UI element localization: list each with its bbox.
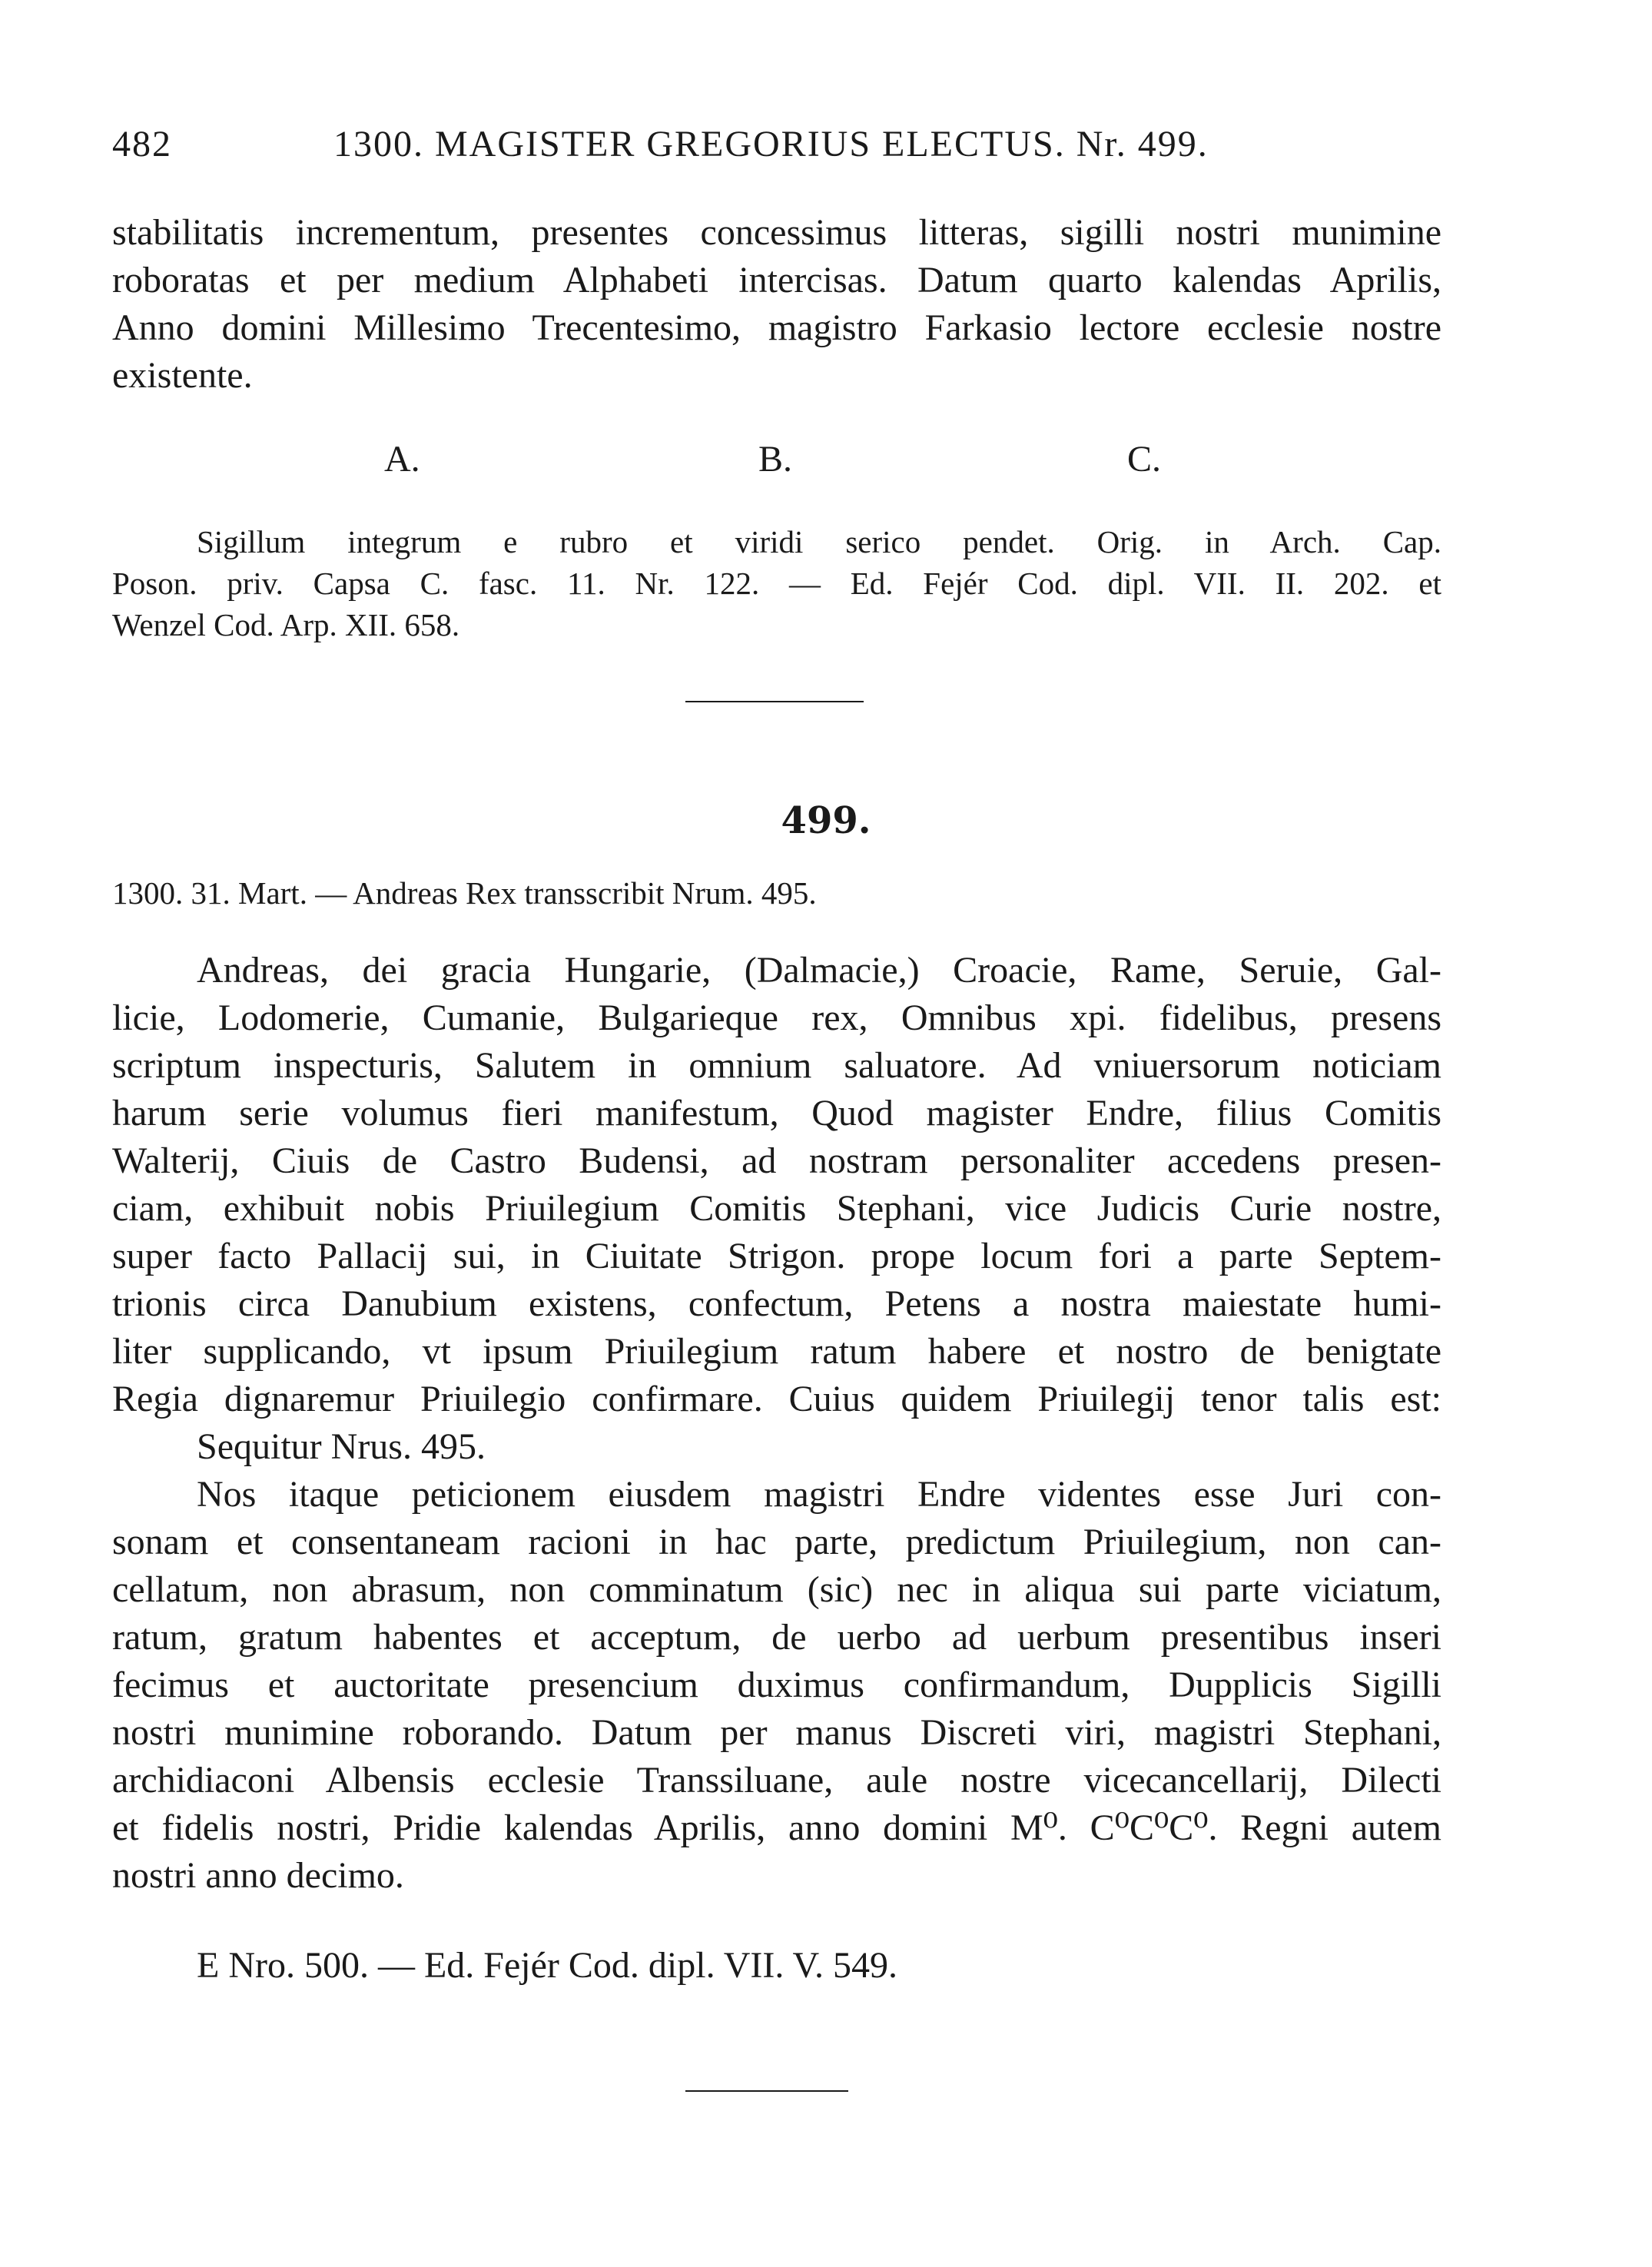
text-line: stabilitatis incrementum, presentes concessimus litteras, sigilli nostri munimine [112, 212, 1441, 253]
text-line: liter supplicando, vt ipsum Priuilegium ratum habere et nostro de benigtate [112, 1331, 1441, 1372]
text-line: harum serie volumus fieri manifestum, Quod magister Endre, filius Comitis [112, 1093, 1441, 1134]
text-line: scriptum inspecturis, Salutem in omnium saluatore. Ad vniuersorum noticiam [112, 1045, 1441, 1086]
end-divider [685, 2090, 848, 2092]
alphabet-mark-b: B. [758, 439, 793, 480]
note-line: Sigillum integrum e rubro et viridi serico pendet. Orig. in Arch. Cap. [197, 524, 1441, 559]
regest-line: 1300. 31. Mart. — Andreas Rex transscribit Nrum. 495. [112, 875, 817, 911]
text-line: fecimus et auctoritate presencium duximus confirmandum, Dupplicis Sigilli [112, 1665, 1441, 1705]
sequitur-line: Sequitur Nrus. 495. [197, 1426, 486, 1467]
text-line: nostri munimine roborando. Datum per manus Discreti viri, magistri Stephani, [112, 1712, 1441, 1753]
text-line: Nos itaque peticionem eiusdem magistri Endre videntes esse Juri con- [197, 1474, 1441, 1515]
text-line: ciam, exhibuit nobis Priuilegium Comitis Stephani, vice Judicis Curie nostre, [112, 1188, 1441, 1229]
text-line: licie, Lodomerie, Cumanie, Bulgarieque rex, Omnibus xpi. fidelibus, presens [112, 997, 1441, 1038]
note-line: Wenzel Cod. Arp. XII. 658. [112, 607, 460, 642]
text-line: archidiaconi Albensis ecclesie Transsiluane, aule nostre vicecancellarij, Dilecti [112, 1760, 1441, 1801]
text-line: existente. [112, 355, 253, 396]
alphabet-mark-a: A. [384, 439, 420, 480]
section-divider [685, 701, 864, 702]
text-line: super facto Pallacij sui, in Ciuitate Strigon. prope locum fori a parte Septem- [112, 1236, 1441, 1276]
text-line: Regia dignaremur Priuilegio confirmare. Cuius quidem Priuilegij tenor talis est: [112, 1379, 1441, 1419]
running-title: 1300. MAGISTER GREGORIUS ELECTUS. Nr. 499. [333, 124, 1209, 164]
text-line: ratum, gratum habentes et acceptum, de uerbo ad uerbum presentibus inseri [112, 1617, 1441, 1658]
text-line: cellatum, non abrasum, non comminatum (sic) nec in aliqua sui parte viciatum, [112, 1569, 1441, 1610]
text-line: roboratas et per medium Alphabeti intercisas. Datum quarto kalendas Aprilis, [112, 260, 1441, 300]
source-note: E Nro. 500. — Ed. Fejér Cod. dipl. VII. V. 549. [197, 1945, 897, 1986]
text-line: Anno domini Millesimo Trecentesimo, magistro Farkasio lectore ecclesie nostre [112, 307, 1441, 348]
text-line: Andreas, dei gracia Hungarie, (Dalmacie,) Croacie, Rame, Seruie, Gal- [197, 950, 1441, 991]
alphabet-mark-c: C. [1127, 439, 1162, 480]
charter-text-1 [112, 947, 1441, 1900]
running-header [112, 123, 1445, 169]
text-line: et fidelis nostri, Pridie kalendas Aprilis, anno domini M⁰. C⁰C⁰C⁰. Regni autem [112, 1807, 1441, 1848]
text-line: Walterij, Ciuis de Castro Budensi, ad nostram personaliter accedens presen- [112, 1140, 1441, 1181]
text-line: trionis circa Danubium existens, confectum, Petens a nostra maiestate humi- [112, 1283, 1441, 1324]
document-number: 499. [781, 799, 871, 842]
text-line: nostri anno decimo. [112, 1855, 404, 1896]
note-line: Poson. priv. Capsa C. fasc. 11. Nr. 122. — Ed. Fejér Cod. dipl. VII. II. 202. et [112, 566, 1441, 601]
page-number: 482 [112, 124, 172, 164]
seal-note [112, 521, 1441, 646]
continuation-text [112, 209, 1441, 400]
text-line: sonam et consentaneam racioni in hac parte, predictum Priuilegium, non can- [112, 1522, 1441, 1562]
